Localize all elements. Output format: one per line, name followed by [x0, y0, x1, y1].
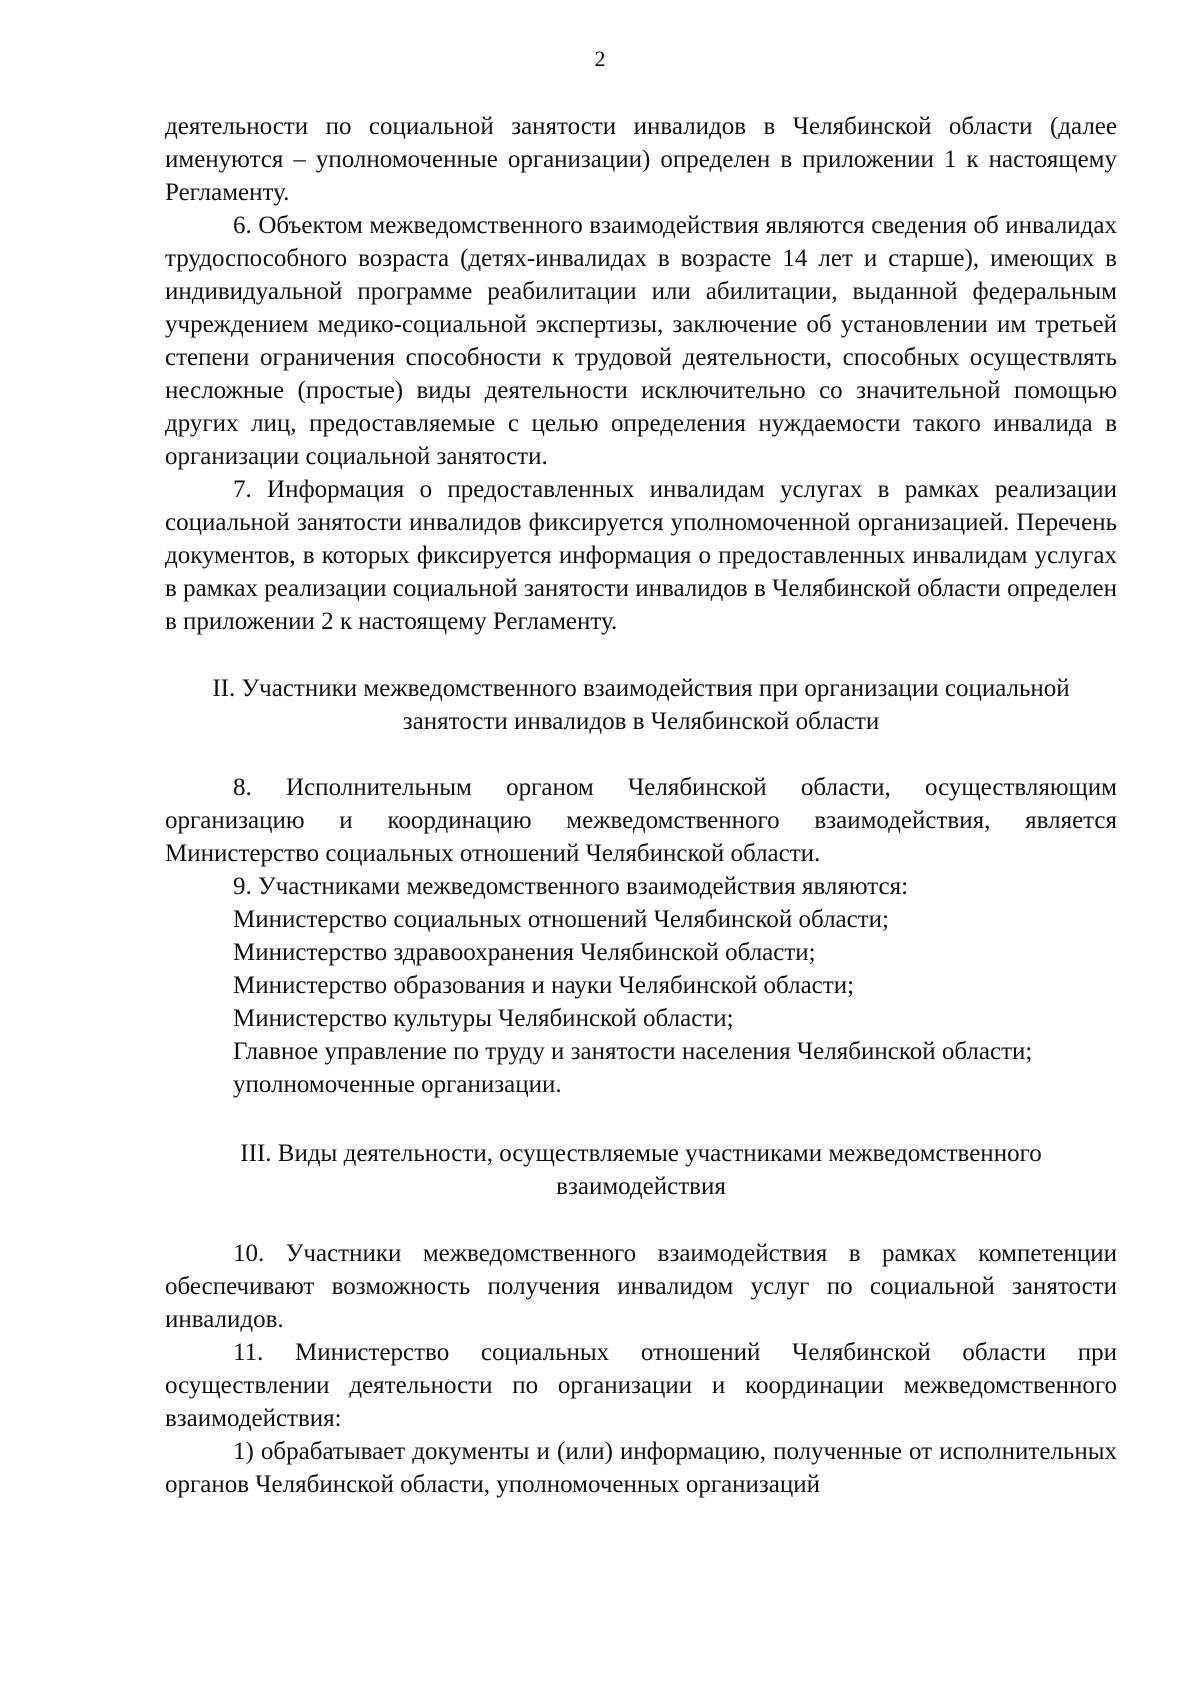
section-3-heading: [165, 1137, 1117, 1203]
paragraph-10: 10. Участники межведомственного взаимодействия в рамках компетенции обеспечивают возможность получения инвалидом услуг по социальной занятости инвалидов.: [165, 1240, 1117, 1333]
paragraph-6: 6. Объектом межведомственного взаимодействия являются сведения об инвалидах трудоспособного возраста (детях-инвалидах в возрасте 14 лет и старше), имеющих в индивидуальной программе реабилитации или абилитации, выданной федеральным учреждением медико-социальной экспертизы, заключение об установлении им третьей степени ограничения способности к трудовой деятельности, способных осуществлять несложные (простые) виды деятельности исключительно со значительной помощью других лиц, предоставляемые с целью определения нуждаемости такого инвалида в организации социальной занятости.: [165, 212, 1117, 470]
page-number: 2: [594, 46, 606, 71]
paragraph-11: 11. Министерство социальных отношений Челябинской области при осуществлении деятельности по организации и координации межведомственного взаимодействия:: [165, 1339, 1117, 1432]
participant-item: Министерство культуры Челябинской области;: [233, 1005, 734, 1032]
participant-item: Министерство социальных отношений Челябинской области;: [233, 906, 889, 933]
paragraph-7: 7. Информация о предоставленных инвалидам услугах в рамках реализации социальной занятости инвалидов фиксируется уполномоченной организацией. Перечень документов, в которых фиксируется информация о предоставленных инвалидам услугах в рамках реализации социальной занятости инвалидов в Челябинской области определен в приложении 2 к настоящему Регламенту.: [165, 476, 1117, 635]
paragraph-9: 9. Участниками межведомственного взаимодействия являются:: [233, 873, 909, 900]
participant-item: Министерство здравоохранения Челябинской области;: [233, 939, 816, 966]
section-3-heading-line-1: III. Виды деятельности, осуществляемые участниками межведомственного: [240, 1140, 1042, 1167]
section-2-heading: [165, 672, 1117, 738]
document-body: [165, 110, 1117, 1501]
section-3-heading-line-2: взаимодействия: [556, 1173, 726, 1200]
paragraph-continuation: деятельности по социальной занятости инвалидов в Челябинской области (далее именуются – уполномоченные организации) определен в приложении 1 к настоящему Регламенту.: [165, 113, 1117, 206]
section-2-heading-line-2: занятости инвалидов в Челябинской области: [402, 708, 880, 735]
participant-item: уполномоченные организации.: [233, 1071, 562, 1098]
participant-item: Министерство образования и науки Челябинской области;: [233, 972, 855, 999]
paragraph-8: 8. Исполнительным органом Челябинской области, осуществляющим организацию и координацию межведомственного взаимодействия, является Министерство социальных отношений Челябинской области.: [165, 774, 1117, 867]
participant-item: Главное управление по труду и занятости населения Челябинской области;: [233, 1038, 1033, 1065]
section-2-heading-line-1: II. Участники межведомственного взаимодействия при организации социальной: [212, 675, 1070, 702]
paragraph-11-item-1: 1) обрабатывает документы и (или) информацию, полученные от исполнительных органов Челябинской области, уполномоченных организаций: [165, 1438, 1117, 1498]
